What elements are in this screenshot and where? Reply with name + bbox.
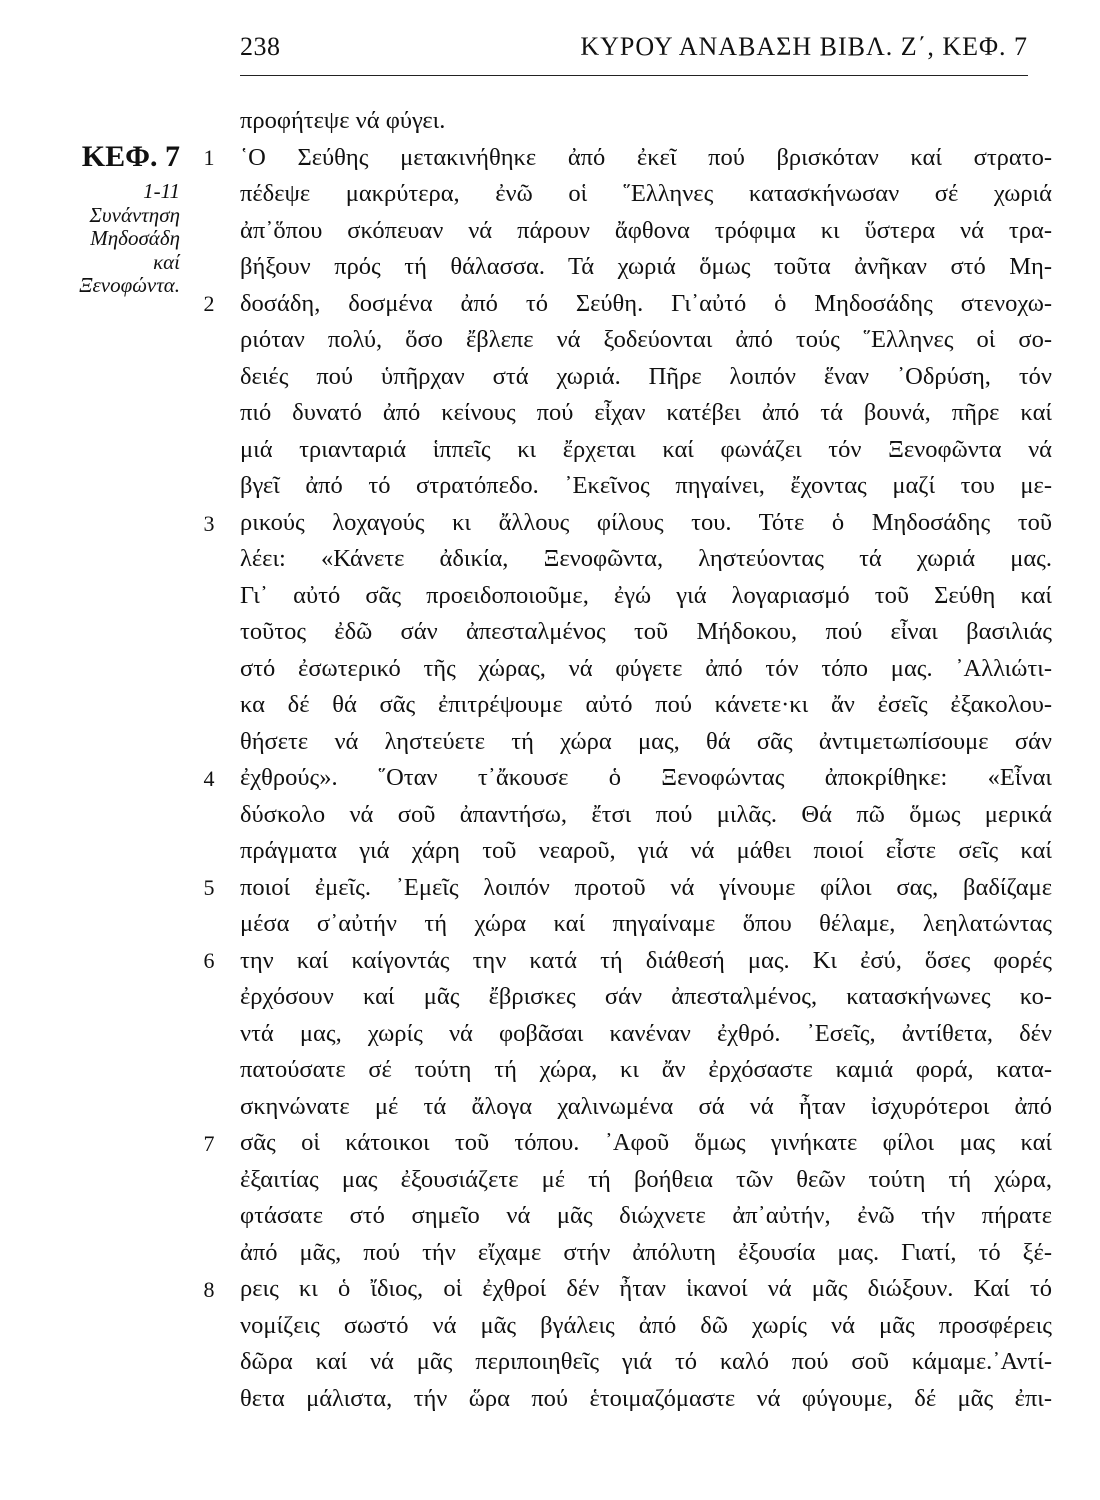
text-line: ντά μας, χωρίς νά φοβᾶσαι κανέναν ἐχθρό. ᾿Εσεῖς, ἀντίθετα, δέν [240,1019,1052,1047]
margin-note-line: Μηδοσάδη [90,226,180,250]
text-line: προφήτεψε νά φύγει. [240,107,446,134]
text-line: πατούσατε σέ τούτη τή χώρα, κι ἄν ἐρχόσαστε καμιά φορά, κατα- [240,1056,1052,1083]
text-line: ριόταν πολύ, ὅσο ἔβλεπε νά ξοδεύονται ἀπό τούς ῞Ελληνες οἱ σο- [240,326,1052,353]
text-line: πιό δυνατό ἀπό κείνους πού εἶχαν κατέβει ἀπό τά βουνά, πῆρε καί [240,399,1052,426]
paragraph-number: 6 [203,948,215,973]
header-rule [240,75,1028,76]
text-line: στό ἐσωτερικό τῆς χώρας, νά φύγετε ἀπό τόν τόπο μας. ᾿Αλλιώτι- [240,654,1052,682]
paragraph-number: 2 [203,291,215,316]
text-line: δῶρα καί νά μᾶς περιποιηθεῖς γιά τό καλό πού σοῦ κάμαμε.᾿Αντί- [240,1348,1052,1375]
text-line: πράγματα γιά χάρη τοῦ νεαροῦ, γιά νά μάθει ποιοί εἶστε σεῖς καί [240,837,1052,864]
text-line: δοσάδη, δοσμένα ἀπό τό Σεύθη. Γι᾿αὐτό ὁ Μηδοσάδης στενοχω- [240,289,1052,317]
text-line: ῾Ο Σεύθης μετακινήθηκε ἀπό ἐκεῖ πού βρισκόταν καί στρατο- [240,143,1052,171]
text-line: θήσετε νά ληστεύετε τή χώρα μας, θά σᾶς ἀντιμετωπίσουμε σάν [240,727,1052,755]
text-line: μιά τριανταριά ἱππεῖς κι ἔρχεται καί φωνάζει τόν Ξενοφῶντα νά [240,435,1052,463]
paragraph-number: 1 [203,145,215,170]
text-line: ποιοί ἐμεῖς. ᾿Εμεῖς λοιπόν προτοῦ νά γίνουμε φίλοι σας, βαδίζαμε [240,873,1052,901]
text-line: ρεις κι ὁ ἴδιος, οἱ ἐχθροί δέν ἦταν ἱκανοί νά μᾶς διώξουν. Καί τό [240,1275,1052,1302]
text-line: πέδεψε μακρύτερα, ἐνῶ οἱ ῞Ελληνες κατασκήνωσαν σέ χωριά [240,180,1052,207]
text-line: δειές πού ὑπῆρχαν στά χωριά. Πῆρε λοιπόν ἕναν ᾿Οδρύση, τόν [240,362,1052,390]
text-line: ἀπό μᾶς, πού τήν εἴχαμε στήν ἀπόλυτη ἐξουσία μας. Γιατί, τό ξέ- [240,1238,1052,1266]
text-line: ἐρχόσουν καί μᾶς ἔβρισκες σάν ἀπεσταλμένος, κατασκήνωνες κο- [240,983,1052,1010]
margin-note-line: 1-11 [143,179,180,203]
text-line: τοῦτος ἐδῶ σάν ἀπεσταλμένος τοῦ Μήδοκου, πού εἶναι βασιλιάς [240,618,1052,645]
margin-note-line: Συνάντηση [89,202,180,227]
text-line: βήξουν πρός τή θάλασσα. Τά χωριά ὅμως τοῦτα ἀνῆκαν στό Μη- [240,253,1052,280]
text-line: σκηνώνατε μέ τά ἄλογα χαλινωμένα σά νά ἦταν ἰσχυρότεροι ἀπό [240,1092,1052,1120]
page-number: 238 [240,32,281,61]
text-line: θετα μάλιστα, τήν ὥρα πού ἑτοιμαζόμαστε νά φύγουμε, δέ μᾶς ἐπι- [240,1384,1052,1412]
text-line: βγεῖ ἀπό τό στρατόπεδο. ᾿Εκεῖνος πηγαίνει, ἔχοντας μαζί του με- [240,472,1052,499]
margin-note-line: καί [153,249,180,274]
margin-note [30,140,180,298]
paragraph-number: 7 [203,1131,215,1156]
text-line: νομίζεις σωστό νά μᾶς βγάλεις ἀπό δῶ χωρίς νά μᾶς προσφέρεις [240,1311,1052,1339]
page-header [230,32,1030,68]
text-line: λέει: «Κάνετε ἀδικία, Ξενοφῶντα, ληστεύοντας τά χωριά μας. [240,545,1052,572]
text-line: δύσκολο νά σοῦ ἀπαντήσω, ἔτσι πού μιλᾶς. Θά πῶ ὅμως μερικά [240,800,1052,828]
text-line: φτάσατε στό σημεῖο νά μᾶς διώχνετε ἀπ᾿αὐτήν, ἐνῶ τήν πήρατε [240,1202,1052,1229]
paragraph-number: 8 [203,1277,215,1302]
text-line: ἐξαιτίας μας ἐξουσιάζετε μέ τή βοήθεια τῶν θεῶν τούτη τή χώρα, [240,1165,1052,1193]
text-line: ἐχθρούς». ῞Οταν τ᾿ἄκουσε ὁ Ξενοφώντας ἀποκρίθηκε: «Εἶναι [240,764,1052,791]
running-title: ΚΥΡΟΥ ΑΝΑΒΑΣΗ ΒΙΒΛ. Ζ΄, ΚΕΦ. 7 [580,32,1028,61]
text-line: κα δέ θά σᾶς ἐπιτρέψουμε αὐτό πού κάνετε·κι ἄν ἐσεῖς ἐξακολου- [240,691,1052,718]
paragraph-number: 5 [203,875,215,900]
text-line: ἀπ᾿ὅπου σκόπευαν νά πάρουν ἄφθονα τρόφιμα κι ὕστερα νά τρα- [240,216,1052,244]
paragraph-number: 4 [203,766,215,791]
text-line: την καί καίγοντάς την κατά τή διάθεσή μας. Κι ἐσύ, ὅσες φορές [240,946,1052,974]
paragraph-number: 3 [203,511,215,536]
chapter-label: ΚΕΦ. 7 [81,140,180,173]
text-line: μέσα σ᾿αὐτήν τή χώρα καί πηγαίναμε ὅπου θέλαμε, λεηλατώντας [240,910,1052,937]
text-line: Γι᾿ αὐτό σᾶς προειδοποιοῦμε, ἐγώ γιά λογαριασμό τοῦ Σεύθη καί [240,581,1052,609]
body-text [240,103,1052,1417]
margin-note-line: Ξενοφώντα. [79,273,180,297]
text-line: σᾶς οἱ κάτοικοι τοῦ τόπου. ᾿Αφοῦ ὅμως γινήκατε φίλοι μας καί [240,1129,1052,1156]
text-line: ρικούς λοχαγούς κι ἄλλους φίλους του. Τότε ὁ Μηδοσάδης τοῦ [240,508,1052,536]
